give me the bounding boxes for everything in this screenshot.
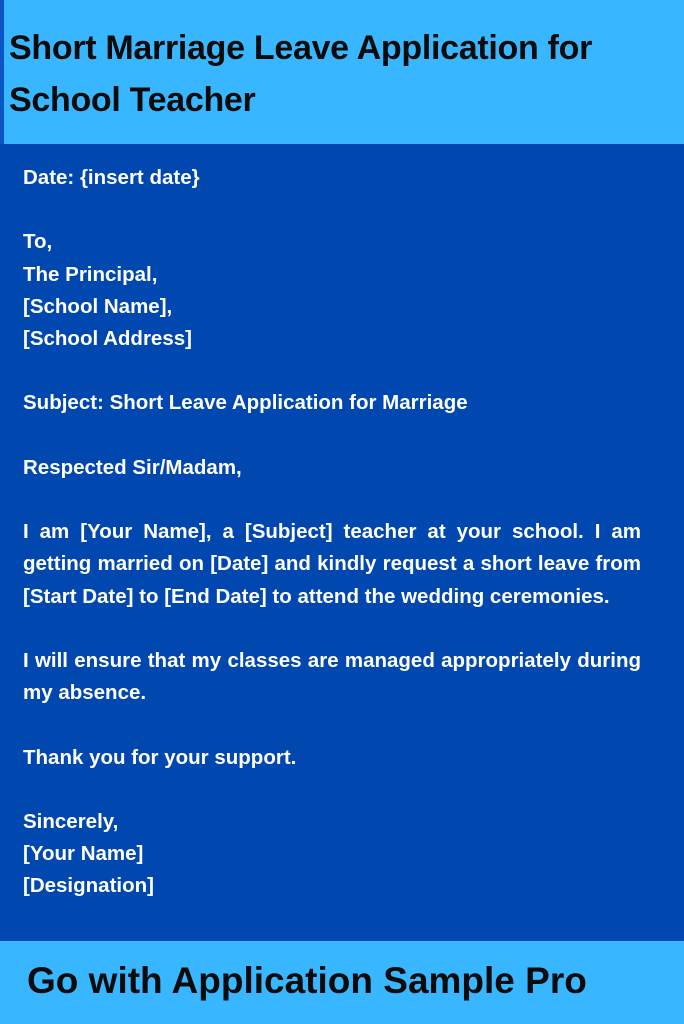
letter-school-name: [School Name], (23, 294, 173, 318)
page-title: Short Marriage Leave Application for School Teacher (9, 29, 593, 119)
footer-banner (0, 941, 684, 1024)
letter-body-paragraph-1: I am [Your Name], a [Subject] teacher at your school. I am getting married on [Date] and kindly request a short leave from [Start Date] to [End Date] to attend the wedding ceremonies. (23, 520, 641, 608)
footer-text: Go with Application Sample Pro (27, 960, 587, 1001)
letter-subject: Subject: Short Leave Application for Marriage (23, 391, 468, 415)
letter-body-paragraph-2: I will ensure that my classes are managed appropriately during my absence. (23, 648, 641, 705)
spacer (23, 420, 641, 452)
letter-sender-designation: [Designation] (23, 874, 154, 898)
spacer (23, 355, 641, 387)
letter-thanks: Thank you for your support. (23, 745, 297, 769)
letter-to: To, (23, 230, 53, 254)
letter-school-address: [School Address] (23, 327, 192, 350)
spacer (23, 194, 641, 226)
spacer (23, 774, 641, 806)
spacer (23, 613, 641, 645)
letter-sender-name: [Your Name] (23, 842, 144, 866)
letter-recipient: The Principal, (23, 262, 158, 286)
spacer (23, 709, 641, 741)
letter-body (23, 162, 641, 903)
header-banner (0, 0, 684, 144)
letter-date: Date: {insert date} (23, 166, 200, 189)
letter-closing: Sincerely, (23, 809, 119, 833)
spacer (23, 484, 641, 516)
letter-salutation: Respected Sir/Madam, (23, 455, 242, 479)
